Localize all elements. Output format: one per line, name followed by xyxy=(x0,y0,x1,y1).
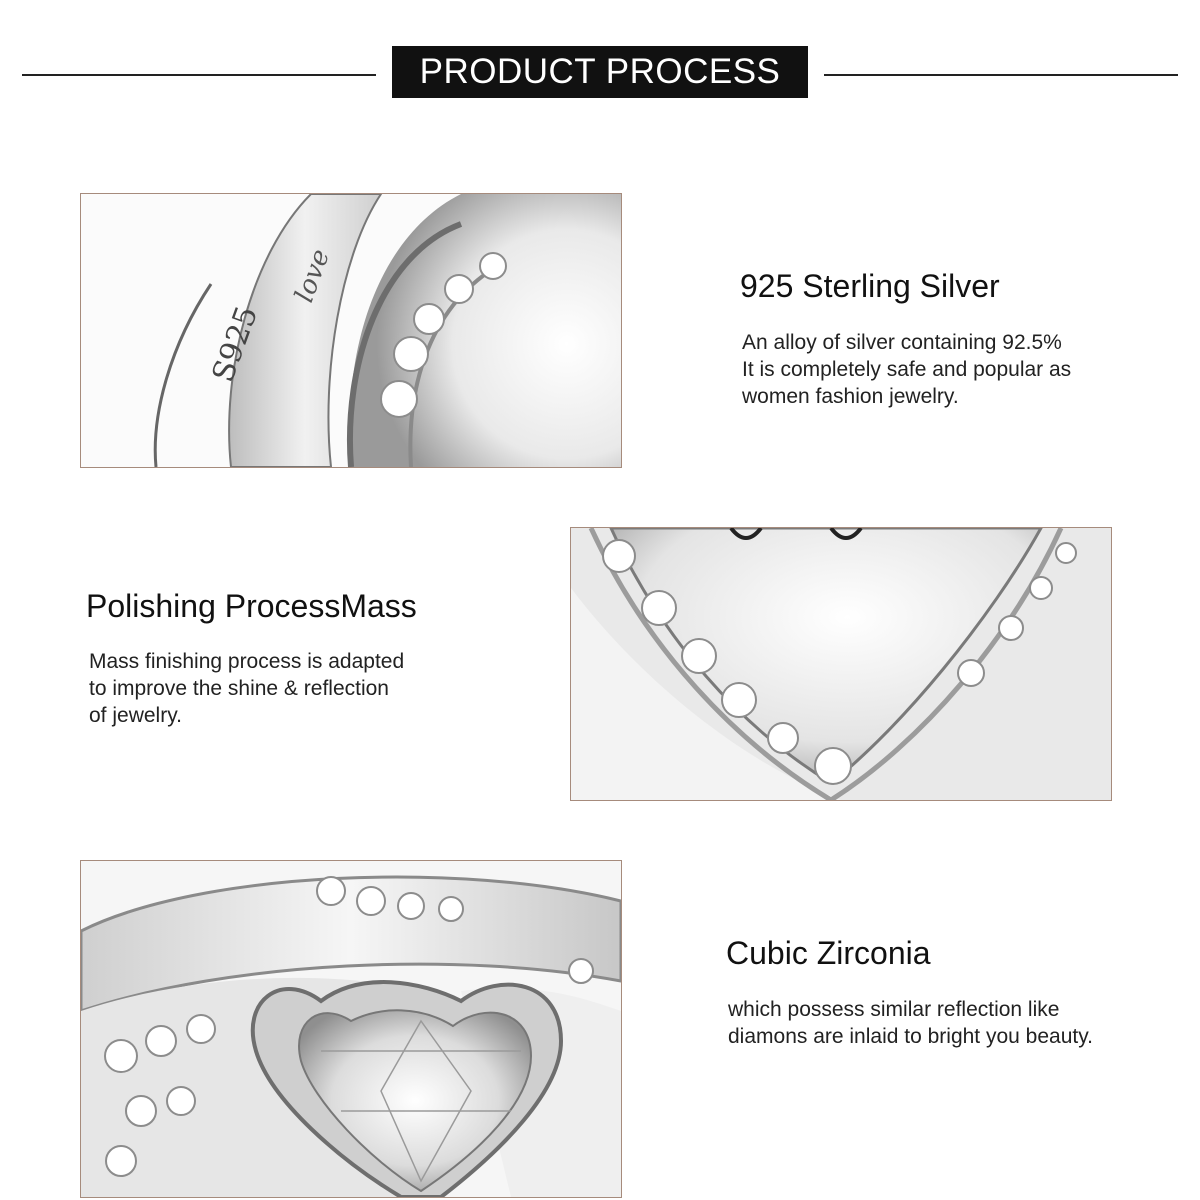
heart-stone-illustration xyxy=(81,861,621,1197)
section-title-sterling-silver: 925 Sterling Silver xyxy=(740,268,1000,304)
section-desc-cubic-zirconia xyxy=(728,996,1093,1050)
ring-script-text: love xyxy=(289,245,337,307)
section-desc-polishing xyxy=(89,648,404,729)
page-title: PRODUCT PROCESS xyxy=(419,52,781,91)
page-title-banner xyxy=(392,46,808,98)
desc-line: to improve the shine & reflection xyxy=(89,677,389,700)
cubic-zirconia-closeup-photo xyxy=(80,860,622,1198)
desc-line: Mass finishing process is adapted xyxy=(89,650,405,673)
section-title-cubic-zirconia: Cubic Zirconia xyxy=(726,935,931,971)
sterling-silver-closeup-photo xyxy=(80,193,622,468)
header-rule-right xyxy=(824,74,1178,76)
ring-band-illustration xyxy=(81,194,621,467)
desc-line: of jewelry. xyxy=(89,704,182,727)
ring-engraving-text: S925 xyxy=(205,301,266,387)
desc-line: It is completely safe and popular as xyxy=(742,358,1072,381)
polished-heart-illustration xyxy=(571,528,1111,800)
desc-line: diamons are inlaid to bright you beauty. xyxy=(728,1025,1093,1048)
desc-line: An alloy of silver containing 92.5% xyxy=(742,331,1062,354)
section-title-polishing: Polishing ProcessMass xyxy=(86,588,417,624)
polishing-closeup-photo xyxy=(570,527,1112,801)
section-desc-sterling-silver xyxy=(742,329,1071,410)
header-rule-left xyxy=(22,74,376,76)
desc-line: which possess similar reflection like xyxy=(728,998,1060,1021)
desc-line: women fashion jewelry. xyxy=(742,385,959,408)
